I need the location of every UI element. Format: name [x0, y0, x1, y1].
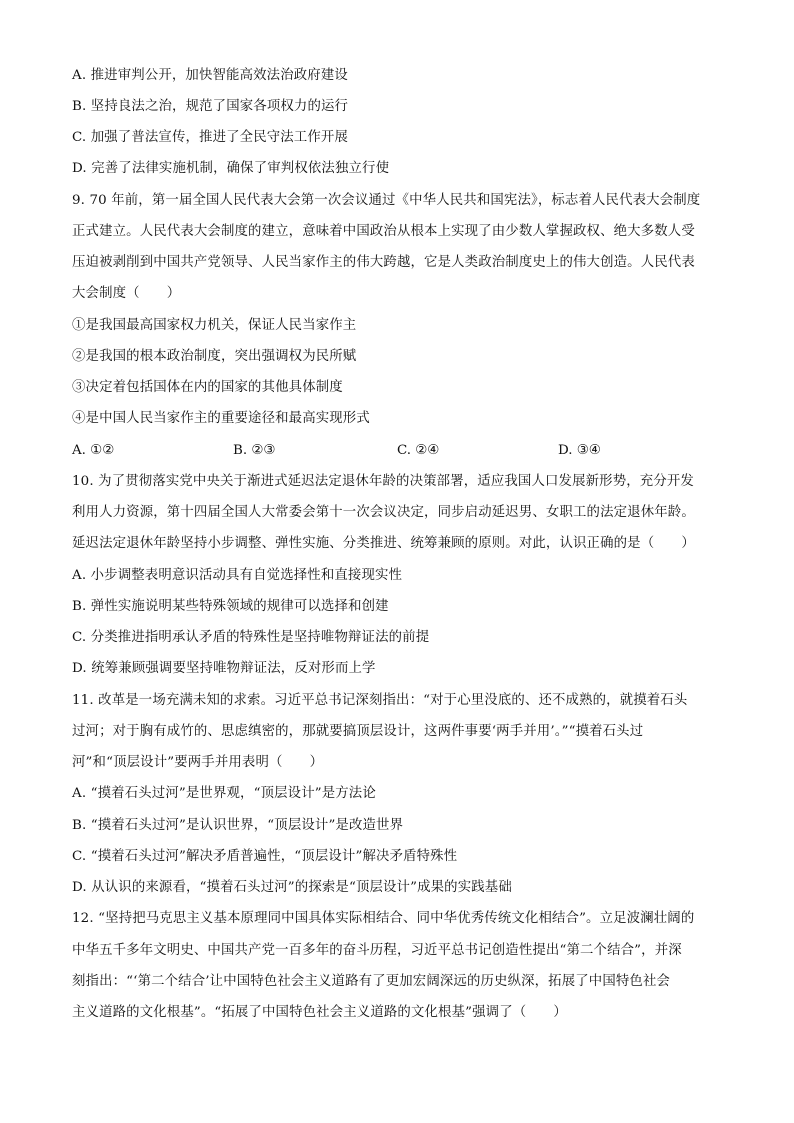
q10-stem-line-2: 利用人力资源，第十四届全国人大常委会第十一次会议决定，同步启动延迟男、女职工的法定退休年龄。: [72, 505, 695, 520]
q9-statement-4: ④是中国人民当家作主的重要途径和最高实现形式: [72, 411, 370, 426]
q10-option-c: C. 分类推进指明承认矛盾的特殊性是坚持唯物辩证法的前提: [72, 630, 430, 645]
option-a: A. 推进审判公开，加快智能高效法治政府建设: [72, 68, 348, 83]
q11-option-c: C. “摸着石头过河”解决矛盾普遍性，“顶层设计”解决矛盾特殊性: [72, 849, 458, 864]
q10-stem-line-1: 10. 为了贯彻落实党中央关于渐进式延迟法定退休年龄的决策部署，适应我国人口发展新形势，充分开发: [72, 474, 694, 489]
q9-statement-1: ①是我国最高国家权力机关，保证人民当家作主: [72, 318, 357, 333]
q11-option-d: D. 从认识的来源看，“摸着石头过河”的探索是“顶层设计”成果的实践基础: [72, 880, 512, 895]
q9-statement-2: ②是我国的根本政治制度，突出强调权为民所赋: [72, 349, 357, 364]
q12-stem-line-3: 刻指出：“‘第二个结合’让中国特色社会主义道路有了更加宏阔深远的历史纵深，拓展了中国特色社会: [72, 974, 671, 989]
q11-stem-line-2: 过河；对于胸有成竹的、思虑缜密的，那就要搞顶层设计，这两件事要‘两手并用’。”“摸着石头过: [72, 724, 644, 739]
q12-stem-line-2: 中华五千多年文明史、中国共产党一百多年的奋斗历程，习近平总书记创造性提出“第二个结合”，并深: [72, 943, 682, 958]
q11-stem-line-3: 河”和“顶层设计”要两手并用表明（ ）: [72, 755, 324, 770]
q11-stem-line-1: 11. 改革是一场充满未知的求索。习近平总书记深刻指出：“对于心里没底的、还不成熟的，就摸着石头: [72, 693, 688, 708]
q11-option-a: A. “摸着石头过河”是世界观，“顶层设计”是方法论: [72, 786, 376, 801]
option-c: C. 加强了普法宣传，推进了全民守法工作开展: [72, 130, 349, 145]
q10-option-a: A. 小步调整表明意识活动具有自觉选择性和直接现实性: [72, 568, 403, 583]
q12-stem-line-1: 12. “坚持把马克思主义基本原理同中国具体实际相结合、同中华优秀传统文化相结合”。立足波澜壮阔的: [72, 911, 695, 926]
q10-stem-line-3: 延迟法定退休年龄坚持小步调整、弹性实施、分类推进、统筹兼顾的原则。对此，认识正确的是（ ）: [72, 536, 695, 551]
q9-choice-d: D. ③④: [558, 443, 601, 458]
q9-stem-line-3: 压迫被剥削到中国共产党领导、人民当家作主的伟大跨越，它是人类政治制度史上的伟大创造。人民代表: [72, 255, 695, 270]
q9-stem-line-2: 正式建立。人民代表大会制度的建立，意味着中国政治从根本上实现了由少数人掌握政权、绝大多数人受: [72, 224, 695, 239]
q9-choice-a: A. ①②: [72, 443, 115, 458]
q10-option-d: D. 统筹兼顾强调要坚持唯物辩证法，反对形而上学: [72, 661, 376, 676]
q11-option-b: B. “摸着石头过河”是认识世界，“顶层设计”是改造世界: [72, 818, 404, 833]
q12-stem-line-4: 主义道路的文化根基”。“拓展了中国特色社会主义道路的文化根基”强调了（ ）: [72, 1005, 567, 1020]
q9-choice-c: C. ②④: [397, 443, 440, 458]
q10-option-b: B. 弹性实施说明某些特殊领域的规律可以选择和创建: [72, 599, 389, 614]
q9-statement-3: ③决定着包括国体在内的国家的其他具体制度: [72, 380, 343, 395]
option-d: D. 完善了法律实施机制，确保了审判权依法独立行使: [72, 161, 390, 176]
q9-stem-line-4: 大会制度（ ）: [72, 286, 181, 301]
q9-stem-line-1: 9. 70 年前，第一届全国人民代表大会第一次会议通过《中华人民共和国宪法》，标志着人民代表大会制度: [72, 193, 701, 208]
q9-choice-b: B. ②③: [233, 443, 276, 458]
option-b: B. 坚持良法之治，规范了国家各项权力的运行: [72, 99, 349, 114]
